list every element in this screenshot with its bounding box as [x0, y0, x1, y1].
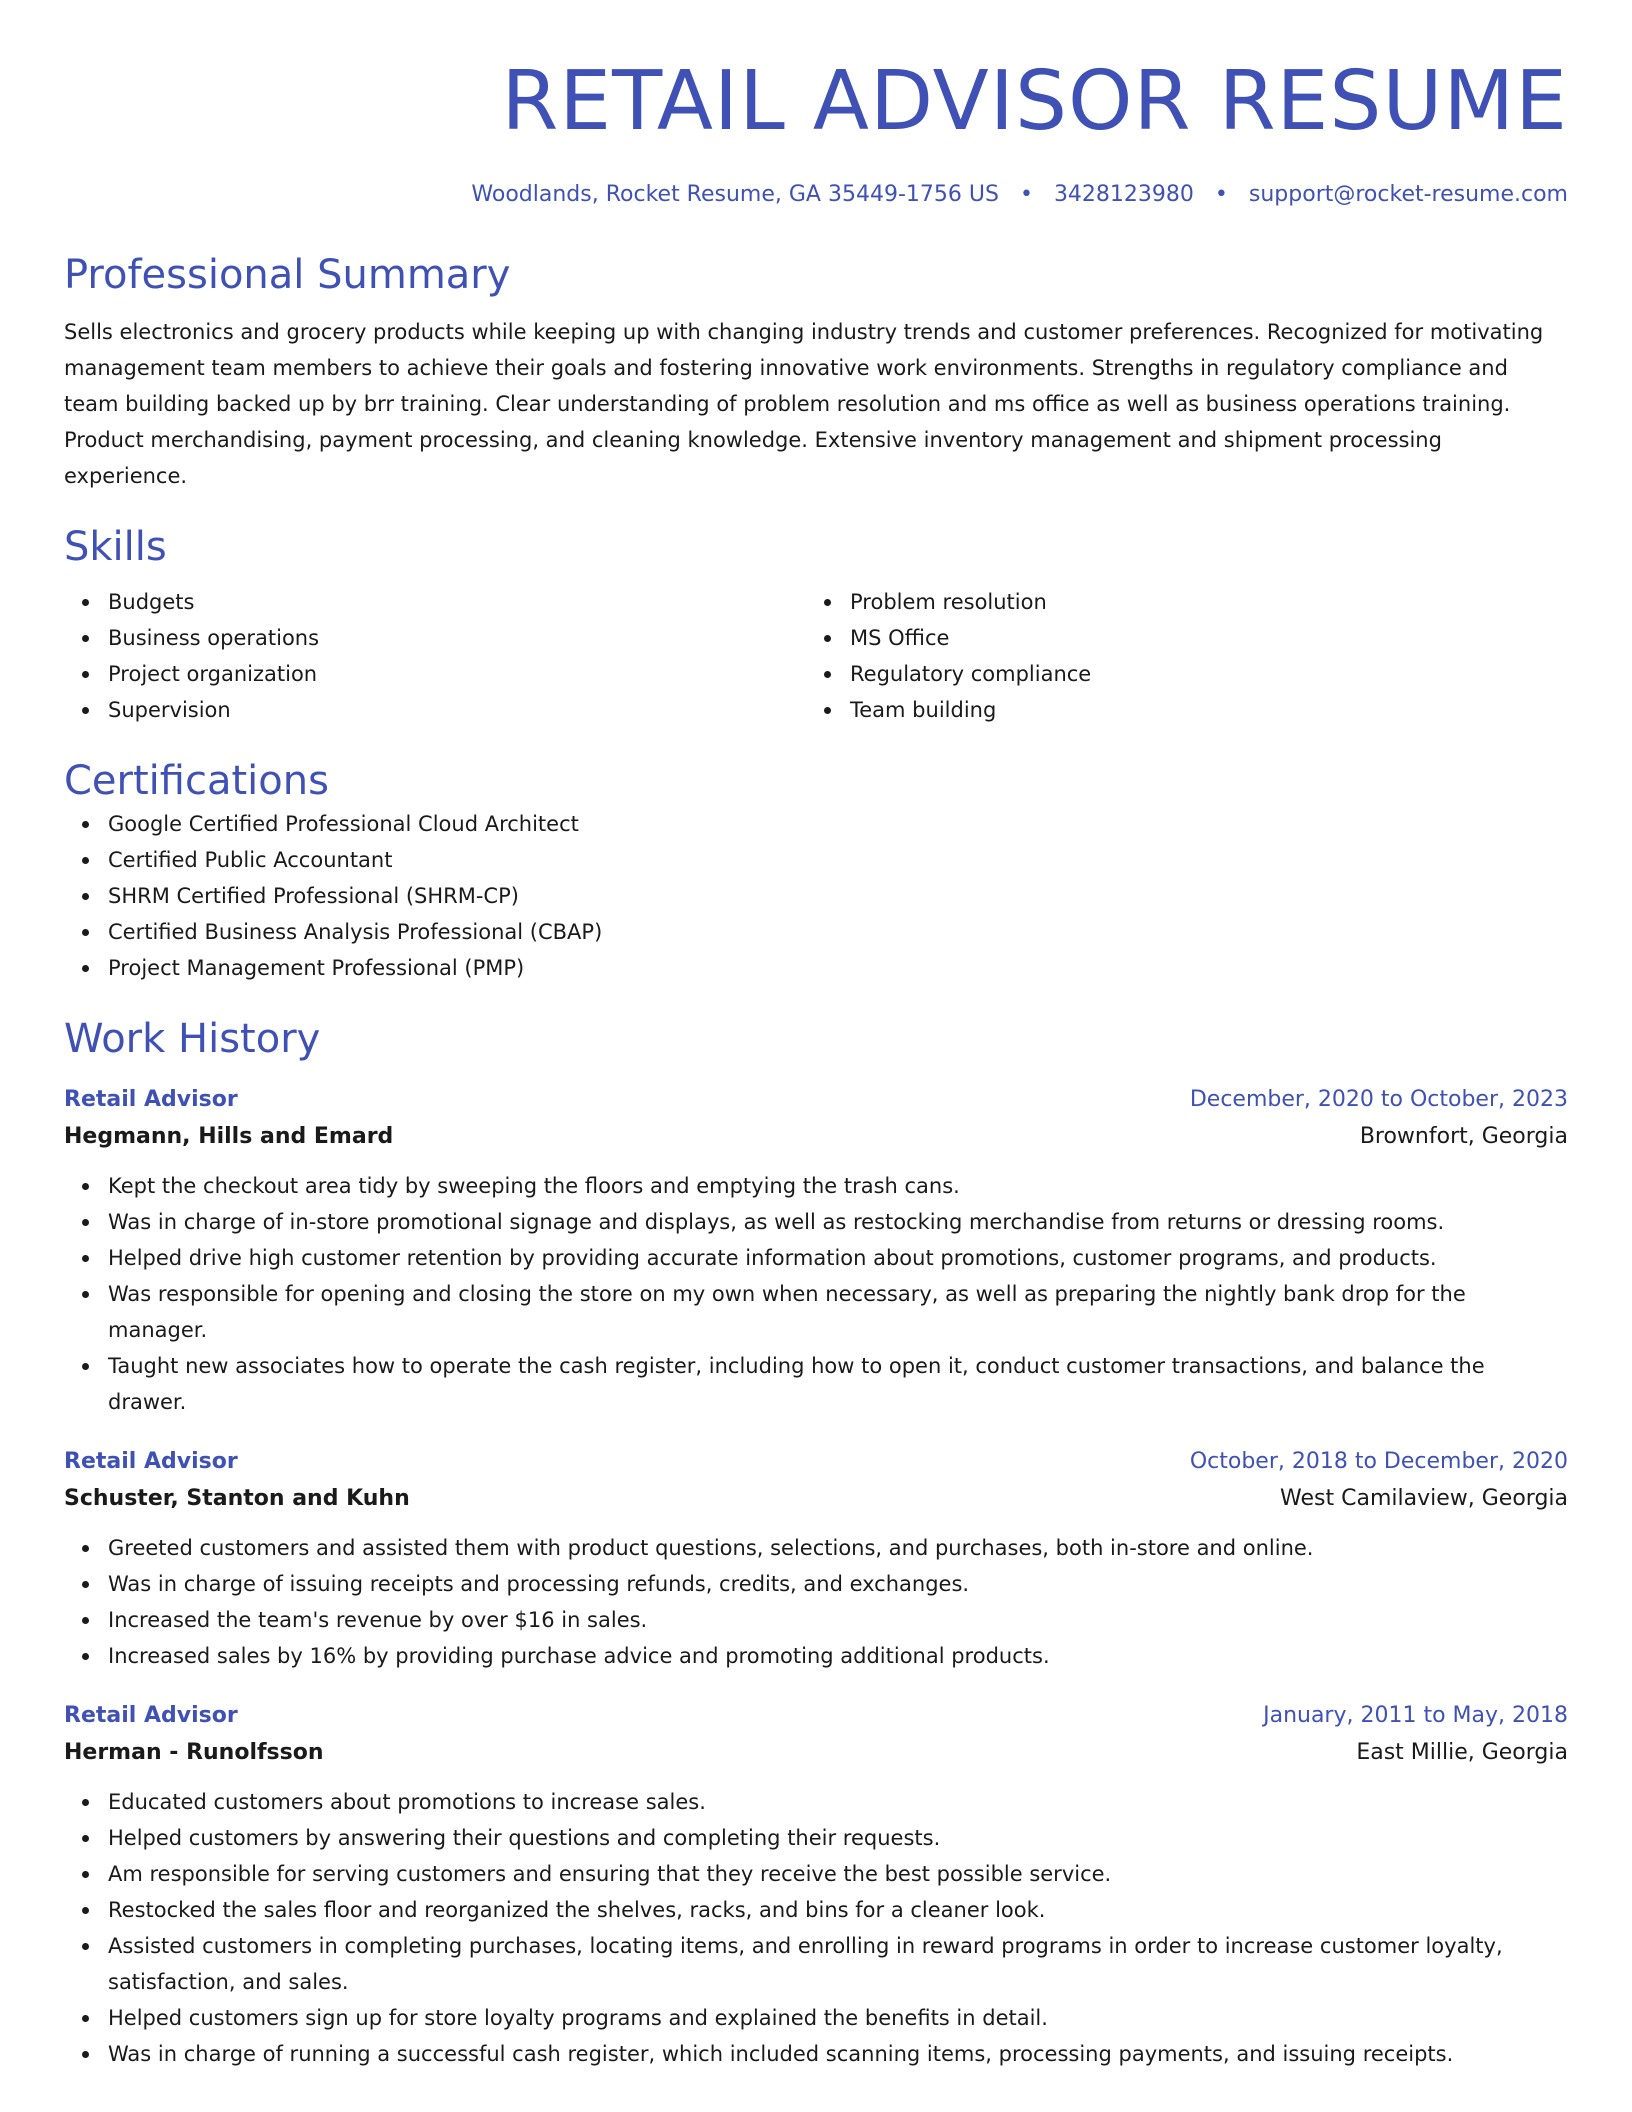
- job-bullet: Greeted customers and assisted them with product questions, selections, and purchases, both in-store and online.: [108, 1530, 1568, 1566]
- job-bullet: Was in charge of issuing receipts and processing refunds, credits, and exchanges.: [108, 1566, 1568, 1602]
- skill-item: Problem resolution: [850, 584, 1548, 620]
- job-bullet: Restocked the sales floor and reorganized the shelves, racks, and bins for a cleaner look.: [108, 1892, 1568, 1928]
- skills-column-left: [64, 584, 806, 728]
- job-bullet: Was responsible for opening and closing the store on my own when necessary, as well as preparing the nightly bank drop for the manager.: [108, 1276, 1568, 1348]
- summary-text: Sells electronics and grocery products while keeping up with changing industry trends and customer preferences. Recognized for motivating management team members to achieve their goals and fostering innovative work environments. Strengths in regulatory compliance and team building backed up by brr training. Clear understanding of problem resolution and ms office as well as business operations training. Product merchandising, payment processing, and cleaning knowledge. Extensive inventory management and shipment processing experience.: [64, 320, 1544, 488]
- skill-item: MS Office: [850, 620, 1548, 656]
- job-bullet: Increased sales by 16% by providing purchase advice and promoting additional products.: [108, 1638, 1568, 1674]
- certifications-heading: Certifications: [64, 758, 329, 804]
- summary-heading: Professional Summary: [64, 252, 511, 298]
- job-dates: October, 2018 to December, 2020: [1189, 1449, 1568, 1474]
- work-history-list: [64, 1082, 1568, 2072]
- job-location: Brownfort, Georgia: [1359, 1124, 1568, 1149]
- job-location: East Millie, Georgia: [1356, 1740, 1568, 1765]
- job-entry: [64, 1444, 1568, 1674]
- job-bullet: Helped customers sign up for store loyalty programs and explained the benefits in detail.: [108, 2000, 1568, 2036]
- work-history-heading: Work History: [64, 1016, 321, 1062]
- job-dates: January, 2011 to May, 2018: [1263, 1703, 1568, 1728]
- job-company: Hegmann, Hills and Emard: [64, 1124, 394, 1149]
- job-bullet: Was in charge of running a successful cash register, which included scanning items, processing payments, and issuing receipts.: [108, 2036, 1568, 2072]
- resume-title: RETAIL ADVISOR RESUME: [501, 54, 1568, 149]
- job-entry: [64, 1082, 1568, 1420]
- job-bullets: [64, 1530, 1568, 1674]
- job-bullet: Educated customers about promotions to increase sales.: [108, 1784, 1568, 1820]
- contact-line: [64, 180, 1568, 210]
- job-entry: [64, 1698, 1568, 2072]
- job-bullet: Increased the team's revenue by over $16 in sales.: [108, 1602, 1568, 1638]
- contact-phone: 3428123980: [1053, 182, 1194, 207]
- skills-column-right: [806, 584, 1548, 728]
- certification-item: Certified Business Analysis Professional (CBAP): [108, 914, 1568, 950]
- skill-item: Budgets: [108, 584, 806, 620]
- skill-item: Business operations: [108, 620, 806, 656]
- job-role: Retail Advisor: [64, 1087, 238, 1112]
- contact-address: Woodlands, Rocket Resume, GA 35449-1756 US: [471, 182, 999, 207]
- job-header-row: [64, 1698, 1568, 1734]
- skills-heading: Skills: [64, 524, 167, 570]
- job-dates: December, 2020 to October, 2023: [1189, 1087, 1568, 1112]
- job-bullet: Assisted customers in completing purchases, locating items, and enrolling in reward programs in order to increase customer loyalty, satisfaction, and sales.: [108, 1928, 1568, 2000]
- job-company: Schuster, Stanton and Kuhn: [64, 1486, 410, 1511]
- skill-item: Supervision: [108, 692, 806, 728]
- job-bullet: Helped customers by answering their questions and completing their requests.: [108, 1820, 1568, 1856]
- job-company: Herman - Runolfsson: [64, 1740, 324, 1765]
- certifications-list: [64, 806, 1568, 986]
- skill-item: Regulatory compliance: [850, 656, 1548, 692]
- skills-list-left: [64, 584, 806, 728]
- job-header-row: [64, 1444, 1568, 1480]
- skill-item: Project organization: [108, 656, 806, 692]
- job-company-row: [64, 1734, 1568, 1772]
- job-bullets: [64, 1168, 1568, 1420]
- contact-email: support@rocket-resume.com: [1248, 182, 1568, 207]
- resume-page: [64, 0, 1568, 2072]
- certification-item: Google Certified Professional Cloud Architect: [108, 806, 1568, 842]
- contact-separator: •: [1214, 182, 1228, 207]
- job-bullet: Helped drive high customer retention by providing accurate information about promotions, customer programs, and products.: [108, 1240, 1568, 1276]
- job-bullet: Taught new associates how to operate the cash register, including how to open it, conduct customer transactions, and balance the drawer.: [108, 1348, 1568, 1420]
- skill-item: Team building: [850, 692, 1548, 728]
- job-bullet: Kept the checkout area tidy by sweeping the floors and emptying the trash cans.: [108, 1168, 1568, 1204]
- certification-item: SHRM Certified Professional (SHRM-CP): [108, 878, 1568, 914]
- job-bullets: [64, 1784, 1568, 2072]
- job-role: Retail Advisor: [64, 1449, 238, 1474]
- skills-list-right: [806, 584, 1548, 728]
- contact-separator: •: [1019, 182, 1033, 207]
- job-bullet: Am responsible for serving customers and ensuring that they receive the best possible service.: [108, 1856, 1568, 1892]
- skills-columns: [64, 584, 1568, 728]
- job-company-row: [64, 1118, 1568, 1156]
- certification-item: Project Management Professional (PMP): [108, 950, 1568, 986]
- job-company-row: [64, 1480, 1568, 1518]
- certification-item: Certified Public Accountant: [108, 842, 1568, 878]
- job-header-row: [64, 1082, 1568, 1118]
- job-location: West Camilaview, Georgia: [1280, 1486, 1568, 1511]
- job-role: Retail Advisor: [64, 1703, 238, 1728]
- job-bullet: Was in charge of in-store promotional signage and displays, as well as restocking merchandise from returns or dressing rooms.: [108, 1204, 1568, 1240]
